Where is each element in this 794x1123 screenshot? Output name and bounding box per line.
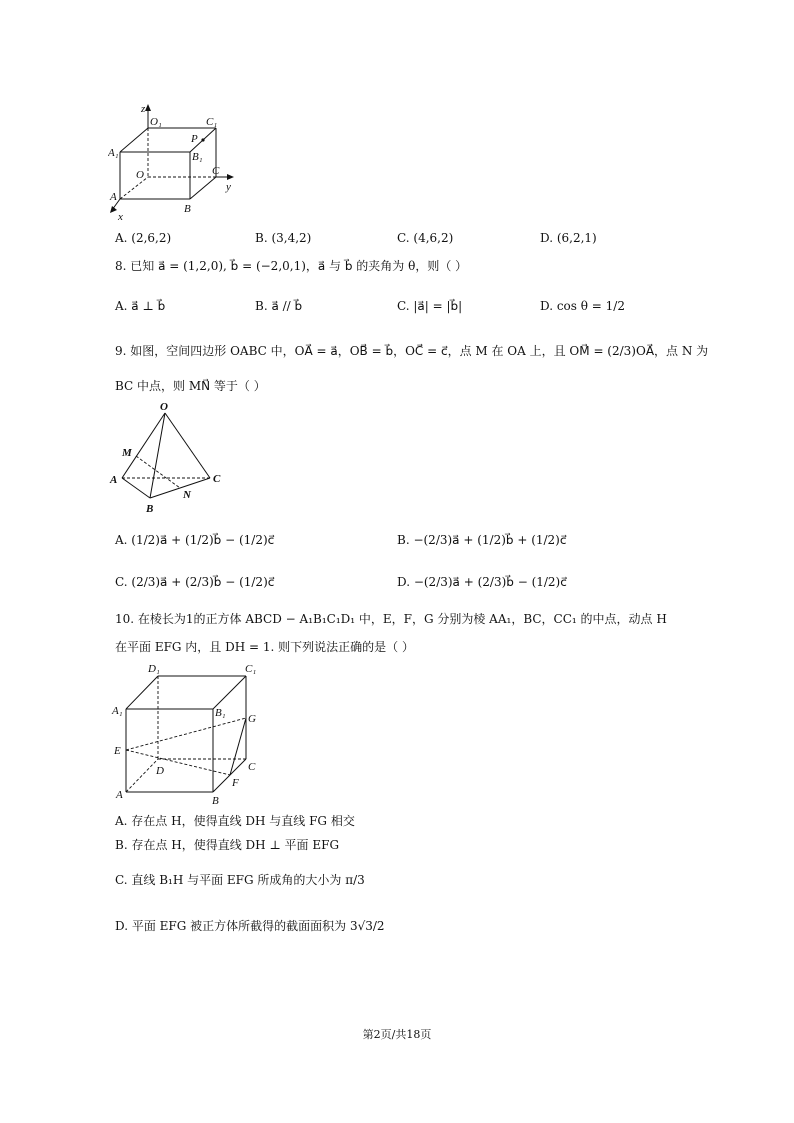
q7-label-B1: B₁ — [192, 151, 203, 163]
q10-label-C1: C₁ — [245, 663, 257, 675]
q7-figure — [108, 100, 238, 222]
q9-option-c: C. (2/3)a⃗ + (2/3)b⃗ − (1/2)c⃗ — [115, 575, 275, 589]
q8-option-c: C. |a⃗| = |b⃗| — [397, 299, 463, 313]
q7-label-A1: A₁ — [108, 147, 119, 159]
page-footer: 第2页/共18页 — [362, 1028, 432, 1041]
q10-label-E: E — [114, 745, 121, 757]
q10-label-C: C — [248, 761, 256, 773]
q8-option-b: B. a⃗ // b⃗ — [255, 299, 303, 313]
q9-option-b: B. −(2/3)a⃗ + (1/2)b⃗ + (1/2)c⃗ — [397, 533, 567, 547]
q9-label-A: A — [110, 474, 118, 486]
q7-option-a: A. (2,6,2) — [115, 231, 172, 245]
q7-option-c: C. (4,6,2) — [397, 231, 454, 245]
q7-label-C: C — [212, 165, 220, 177]
q10-option-b: B. 存在点 H，使得直线 DH ⊥ 平面 EFG — [115, 838, 340, 852]
q7-label-O1: O₁ — [150, 116, 162, 128]
q10-option-a: A. 存在点 H，使得直线 DH 与直线 FG 相交 — [115, 814, 355, 828]
q7-label-C1: C₁ — [206, 116, 218, 128]
q10-label-B1: B₁ — [215, 707, 226, 719]
q7-label-O: O — [136, 169, 144, 181]
q10-label-A1: A₁ — [112, 705, 123, 717]
q9-label-B: B — [146, 503, 154, 515]
q10-label-F: F — [232, 777, 239, 789]
q9-label-M: M — [122, 447, 132, 459]
q10-stem-line1: 10. 在棱长为1的正方体 ABCD − A₁B₁C₁D₁ 中，E，F，G 分别为棱 AA₁，BC，CC₁ 的中点，动点 H — [115, 612, 667, 626]
q9-label-O: O — [160, 401, 168, 413]
q8-option-d: D. cos θ = 1/2 — [540, 299, 625, 313]
q8-stem: 8. 已知 a⃗ = (1,2,0), b⃗ = (−2,0,1)，a⃗ 与 b⃗ 的夹角为 θ，则（ ） — [115, 259, 468, 273]
q7-label-B: B — [184, 203, 191, 215]
q7-option-d: D. (6,2,1) — [540, 231, 597, 245]
q10-label-D: D — [156, 765, 164, 777]
q10-label-D1: D₁ — [148, 663, 160, 675]
q7-label-P: P — [191, 133, 198, 145]
q7-label-x: x — [118, 211, 123, 222]
q9-label-N: N — [183, 489, 191, 501]
q7-label-A: A — [110, 191, 117, 203]
q9-label-C: C — [213, 473, 221, 485]
q10-stem-line2: 在平面 EFG 内，且 DH = 1. 则下列说法正确的是（ ） — [115, 640, 414, 654]
q7-label-y: y — [226, 181, 231, 193]
q9-stem-line1: 9. 如图，空间四边形 OABC 中，OA⃗ = a⃗，OB⃗ = b⃗，OC⃗ = c⃗，点 M 在 OA 上，且 OM⃗ = (2/3)OA⃗，点 N 为 — [115, 344, 709, 358]
q7-option-b: B. (3,4,2) — [255, 231, 312, 245]
q8-option-a: A. a⃗ ⊥ b⃗ — [115, 299, 166, 313]
q10-label-G: G — [248, 713, 256, 725]
q9-option-d: D. −(2/3)a⃗ + (2/3)b⃗ − (1/2)c⃗ — [397, 575, 567, 589]
q10-option-d: D. 平面 EFG 被正方体所截得的截面面积为 3√3/2 — [115, 919, 385, 933]
q10-label-B: B — [212, 795, 219, 807]
q10-label-A: A — [116, 789, 123, 801]
q7-label-z: z — [141, 103, 146, 115]
q10-option-c: C. 直线 B₁H 与平面 EFG 所成角的大小为 π/3 — [115, 873, 365, 887]
q9-figure — [108, 398, 228, 516]
q9-option-a: A. (1/2)a⃗ + (1/2)b⃗ − (1/2)c⃗ — [115, 533, 275, 547]
q10-figure — [108, 656, 268, 808]
q9-stem-line2: BC 中点，则 MN⃗ 等于（ ） — [115, 379, 266, 393]
